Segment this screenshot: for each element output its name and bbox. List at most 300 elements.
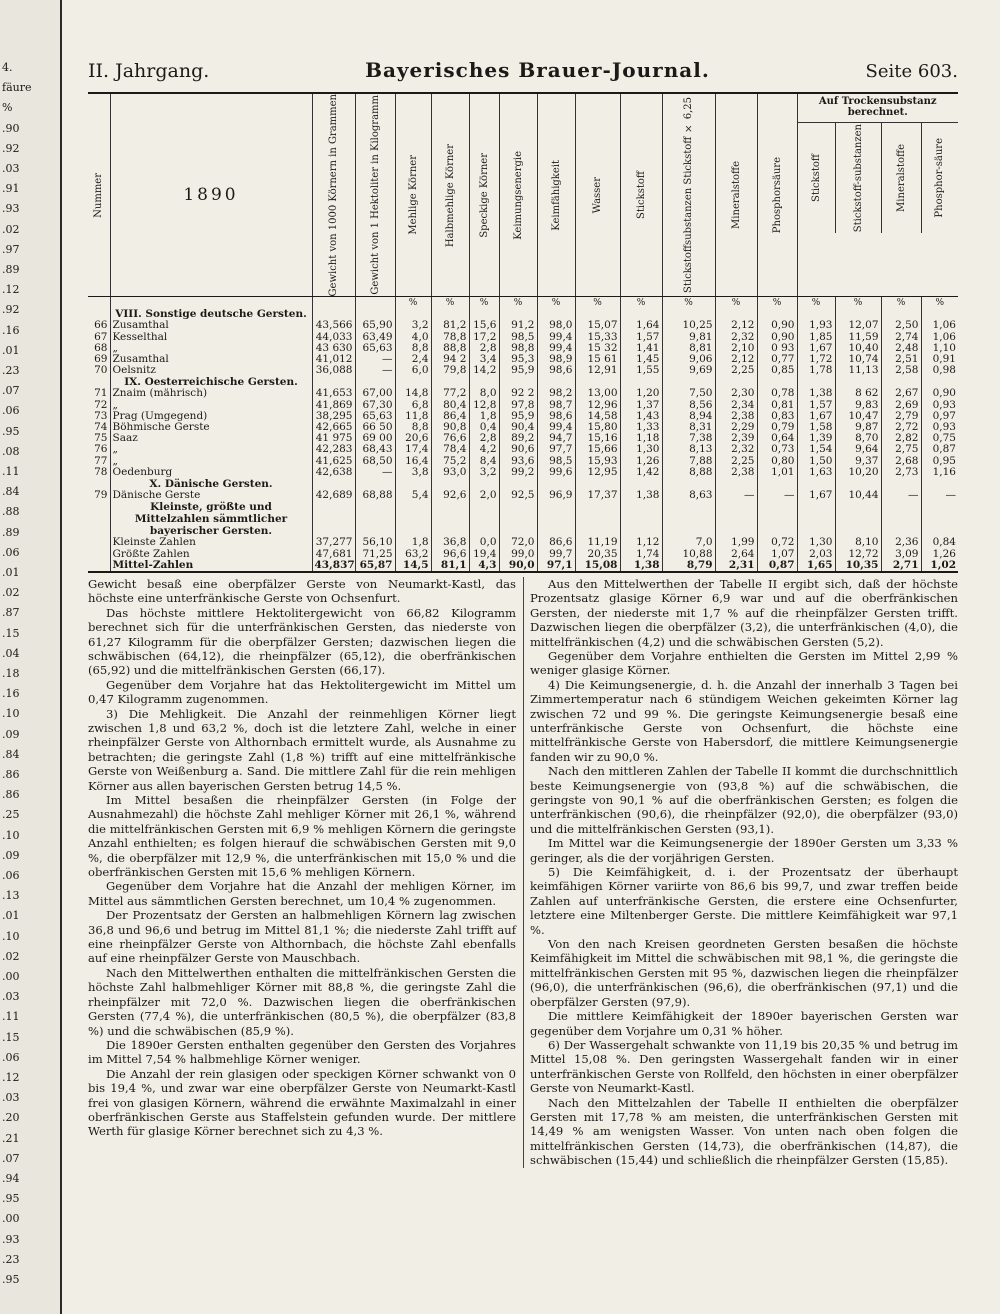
margin-fragment: .09	[2, 727, 20, 741]
col-halbmehlige: Halbmehlige Körner	[431, 93, 469, 297]
table-cell: 0,81	[757, 400, 797, 411]
table-cell: 98,2	[537, 388, 575, 399]
table-cell: 41,012	[312, 354, 355, 365]
table-cell: 0,93	[921, 400, 958, 411]
percent-unit: %	[662, 297, 715, 309]
table-cell: 0,87	[921, 444, 958, 455]
table-cell: 8,88	[662, 467, 715, 478]
table-cell: 42,689	[312, 490, 355, 501]
row-name: Kesselthal	[110, 332, 312, 343]
table-cell: 7,38	[662, 433, 715, 444]
table-cell: 90,8	[431, 422, 469, 433]
table-cell: 2,4	[395, 354, 431, 365]
row-name: Oedenburg	[110, 467, 312, 478]
table-cell: 0,90	[757, 320, 797, 331]
table-cell: 11,19	[575, 537, 620, 548]
table-cell: 92,5	[499, 490, 537, 501]
table-cell: 8,81	[662, 343, 715, 354]
article-body	[88, 577, 958, 1168]
table-cell: 1,64	[620, 320, 662, 331]
barley-analysis-table	[88, 92, 958, 573]
table-cell: 4,2	[469, 444, 499, 455]
paragraph: Das höchste mittlere Hektolitergewicht von 66,82 Kilogramm berechnet sich für die unterfränkischen Gersten, das niederste von 61,27 Kilogramm für die oberpfälzer Gersten; dazwischen liegen die schwäbischen (64,12), die rheinpfälzer (65,12), die oberfränkischen (65,92) und die mittelfränkischen Gersten (66,17).	[88, 605, 516, 678]
col-nummer: Nummer	[88, 93, 110, 297]
table-cell: 2,30	[715, 388, 757, 399]
margin-fragment: .16	[2, 687, 20, 701]
margin-fragment: .12	[2, 283, 20, 297]
paragraph: Nach den Mittelzahlen der Tabelle II enthielten die oberpfälzer Gersten mit 17,78 % am meisten, die unterfränkischen Gersten mit 14,49 % am wenigsten Wasser. Von unten nach oben folgen die mittelfränkischen Gersten (14,73), die oberfränkischen (14,87), die schwäbischen (15,44) und schließlich die rheinpfälzer Gersten (15,85).	[530, 1095, 958, 1168]
margin-fragment: .16	[2, 323, 20, 337]
table-cell: 6,8	[395, 400, 431, 411]
table-cell: —	[355, 365, 395, 376]
margin-fragment: .93	[2, 202, 20, 216]
col-gewicht-hl: Gewicht von 1 Hektoliter in Kilogramm	[355, 93, 395, 297]
table-cell: 1,39	[797, 433, 835, 444]
table-cell: 8,79	[662, 560, 715, 572]
table-cell: 43,837	[312, 560, 355, 572]
table-cell: 0,79	[757, 422, 797, 433]
table-cell: 98,6	[537, 411, 575, 422]
trocken-group-title: Auf Trockensubstanz berechnet.	[798, 94, 959, 123]
table-cell: 0,64	[757, 433, 797, 444]
paragraph: 3) Die Mehligkeit. Die Anzahl der reinmehligen Körner liegt zwischen 1,8 und 63,2 %, doch ist die letztere Zahl, welche in einer rheinpfälzer Gerste von Althornbach ermittelt wurde, als Ausnahme zu betrachten; die geringste Zahl (1,8 %) trifft auf eine mittelfränkische Gerste von Weißenburg a. Sand. Die mittlere Zahl für die rein mehligen Körner aus allen bayerischen Gersten betrug 14,5 %.	[88, 706, 516, 793]
table-cell: 2,69	[881, 400, 921, 411]
table-cell: 1,20	[620, 388, 662, 399]
table-cell: 37,277	[312, 537, 355, 548]
table-cell: 1,67	[797, 411, 835, 422]
table-cell: 3,2	[395, 320, 431, 331]
col-speckige: Speckige Körner	[469, 93, 499, 297]
table-cell: 9,64	[835, 444, 881, 455]
margin-fragment: .07	[2, 384, 20, 398]
table-cell: 43 630	[312, 343, 355, 354]
row-name: „	[110, 343, 312, 354]
margin-fragment: .10	[2, 707, 20, 721]
table-cell: 15,6	[469, 320, 499, 331]
table-cell: 42,283	[312, 444, 355, 455]
table-cell: 0,91	[921, 354, 958, 365]
margin-fragment: .03	[2, 1091, 20, 1105]
table-cell: 89,2	[499, 433, 537, 444]
paragraph: 5) Die Keimfähigkeit, d. i. der Prozentsatz der überhaupt keimfähigen Körner variirte von 86,6 bis 99,7, und zwar treffen beide Zahlen auf unterfränkische Gersten, die erstere eine Ochsenfurter, letztere eine Miltenberger Gerste. Die mittlere Keimfähigkeit war 97,1 %.	[530, 865, 958, 937]
table-cell: 12,96	[575, 400, 620, 411]
table-cell: 1,65	[797, 560, 835, 572]
table-cell: 2,50	[881, 320, 921, 331]
table-cell: 2,03	[797, 549, 835, 560]
table-cell: 15,80	[575, 422, 620, 433]
margin-fragment: .88	[2, 505, 20, 519]
margin-fragment: .95	[2, 1273, 20, 1286]
table-cell: 42,638	[312, 467, 355, 478]
paragraph: Gegenüber dem Vorjahre hat die Anzahl der mehligen Körner, im Mittel aus sämmtlichen Gersten berechnet, um 10,4 % zugenommen.	[88, 879, 516, 908]
margin-fragment: .23	[2, 364, 20, 377]
table-cell: —	[355, 354, 395, 365]
table-cell: 10,44	[835, 490, 881, 501]
table-cell: 8,8	[395, 343, 431, 354]
row-name: Böhmische Gerste	[110, 422, 312, 433]
section-title: X. Dänische Gersten.	[110, 478, 312, 490]
table-cell: 38,295	[312, 411, 355, 422]
margin-fragment: .97	[2, 242, 20, 256]
col-group-trockensubstanz	[797, 93, 958, 297]
table-cell: 98,5	[499, 332, 537, 343]
paragraph: Aus den Mittelwerthen der Tabelle II ergibt sich, daß der höchste Prozentsatz glasige Körner 6,9 war und auf die oberfränkischen Gersten, der niederste mit 1,7 % auf die rheinpfälzer Gersten trifft. Dazwischen liegen die oberpfälzer (3,2), die unterfränkischen (4,0), die mittelfränkischen (4,2) und die schwäbischen Gersten (5,2).	[530, 576, 958, 649]
table-cell: 3,09	[881, 549, 921, 560]
table-row	[88, 467, 958, 478]
table-cell: 1,58	[797, 422, 835, 433]
table-cell: 0,80	[757, 456, 797, 467]
margin-fragment: .89	[2, 263, 20, 276]
table-cell: 77,2	[431, 388, 469, 399]
table-cell: 2,38	[715, 411, 757, 422]
margin-fragment: .03	[2, 162, 20, 175]
table-cell: 10,40	[835, 343, 881, 354]
table-cell: 2,12	[715, 354, 757, 365]
table-cell: 98,5	[537, 456, 575, 467]
col-t-stickstoffsubstanzen: Stickstoff-substanzen	[835, 123, 881, 233]
paragraph: Gegenüber dem Vorjahre hat das Hektolitergewicht im Mittel um 0,47 Kilogramm zugenommen.	[88, 677, 516, 707]
col-t-mineralstoffe: Mineralstoffe	[881, 123, 921, 233]
table-cell: 2,67	[881, 388, 921, 399]
table-cell: 8,31	[662, 422, 715, 433]
percent-unit: %	[620, 297, 662, 309]
table-cell: 1,99	[715, 537, 757, 548]
table-cell: 68,88	[355, 490, 395, 501]
margin-fragment: .25	[2, 808, 20, 822]
col-keimungsenergie: Keimungsenergie	[499, 93, 537, 297]
table-cell: 15,16	[575, 433, 620, 444]
journal-title: Bayerisches Brauer-Journal.	[365, 58, 710, 82]
col-phosphorsaeure: Phosphorsäure	[757, 93, 797, 297]
table-cell: 41,653	[312, 388, 355, 399]
table-cell: 20,35	[575, 549, 620, 560]
margin-fragment: .13	[2, 889, 20, 903]
paragraph: Im Mittel war die Keimungsenergie der 1890er Gersten um 3,33 % geringer, als die der vorjährigen Gersten.	[530, 836, 958, 865]
row-number: 76	[94, 443, 108, 456]
paragraph: Gewicht besaß eine oberpfälzer Gerste von Neumarkt-Kastl, das höchste eine unterfränkische Gerste von Ochsenfurt.	[88, 576, 516, 606]
table-cell: 1,10	[921, 343, 958, 354]
table-cell: 1,06	[921, 320, 958, 331]
table-cell: —	[757, 490, 797, 501]
table-cell: 1,26	[921, 549, 958, 560]
table-cell: 86,6	[537, 537, 575, 548]
table-cell: 65,63	[355, 343, 395, 354]
table-cell: 5,4	[395, 490, 431, 501]
table-body	[88, 297, 958, 572]
margin-fragment: .02	[2, 586, 20, 600]
table-cell: 92,6	[431, 490, 469, 501]
table-cell: 1,55	[620, 365, 662, 376]
table-cell: 8 62	[835, 388, 881, 399]
row-name: Zusamthal	[110, 354, 312, 365]
table-cell: 1,37	[620, 400, 662, 411]
margin-fragment: .06	[2, 869, 20, 882]
table-cell: 7,50	[662, 388, 715, 399]
percent-unit: %	[395, 297, 431, 309]
percent-unit: %	[757, 297, 797, 309]
margin-fragment: .92	[2, 141, 20, 155]
table-cell: 90,0	[499, 560, 537, 572]
margin-fragment: .06	[2, 1050, 20, 1064]
table-cell: 15 32	[575, 343, 620, 354]
table-cell: 10,35	[835, 560, 881, 572]
table-cell: 41,625	[312, 456, 355, 467]
table-cell: 12,95	[575, 467, 620, 478]
table-cell: 0,73	[757, 444, 797, 455]
row-name: Dänische Gerste	[110, 490, 312, 501]
table-cell: 6,0	[395, 365, 431, 376]
table-cell: 99,7	[537, 549, 575, 560]
table-cell: 20,6	[395, 433, 431, 444]
table-cell: 1,30	[620, 444, 662, 455]
margin-fragment: .89	[2, 525, 20, 539]
percent-unit: %	[881, 297, 921, 309]
table-cell: 15,07	[575, 320, 620, 331]
table-cell: 1,18	[620, 433, 662, 444]
table-cell: 98,0	[537, 320, 575, 331]
table-cell: 1,26	[620, 456, 662, 467]
table-cell: 79,8	[431, 365, 469, 376]
table-cell: 12,07	[835, 320, 881, 331]
table-cell: 19,4	[469, 549, 499, 560]
table-cell: 9,83	[835, 400, 881, 411]
table-cell: 14,2	[469, 365, 499, 376]
table-cell: 1,43	[620, 411, 662, 422]
col-mineralstoffe: Mineralstoffe	[715, 93, 757, 297]
table-cell: 93,0	[431, 467, 469, 478]
table-cell: 0,93	[921, 422, 958, 433]
column-divider	[523, 577, 524, 1168]
percent-unit: %	[715, 297, 757, 309]
table-cell: 56,10	[355, 537, 395, 548]
paragraph: Die Anzahl der rein glasigen oder speckigen Körner schwankt von 0 bis 19,4 %, und zwar war eine oberpfälzer Gerste von Neumarkt-Kastl frei von glasigen Körnern, während die erwähnte Maximalzahl in einer oberfränkischen Gerste aus Staffelstein gefunden wurde. Der mittlere Werth für glasige Körner berechnet sich zu 4,3 %.	[88, 1066, 516, 1139]
table-cell: 11,59	[835, 332, 881, 343]
row-number: 67	[94, 330, 108, 343]
margin-fragment: .84	[2, 485, 20, 499]
table-cell: 8,0	[469, 388, 499, 399]
table-cell: 7,0	[662, 537, 715, 548]
table-cell: 9,06	[662, 354, 715, 365]
col-t-phosphorsaeure: Phosphor-säure	[921, 123, 958, 233]
table-cell: 67,00	[355, 388, 395, 399]
table-cell: 1,41	[620, 343, 662, 354]
table-cell: 95,9	[499, 411, 537, 422]
table-cell: 97,1	[537, 560, 575, 572]
margin-fragment: .00	[2, 1212, 20, 1226]
table-cell: 0,87	[757, 560, 797, 572]
table-cell: 1,67	[797, 490, 835, 501]
table-cell: 0,98	[921, 365, 958, 376]
percent-unit-row	[88, 297, 958, 309]
table-cell: 8,10	[835, 537, 881, 548]
table-cell: 1,57	[797, 400, 835, 411]
table-cell: 3,4	[469, 354, 499, 365]
table-cell: 1,8	[469, 411, 499, 422]
table-cell: 99,2	[499, 467, 537, 478]
row-number	[88, 537, 110, 548]
table-cell: 98,7	[537, 400, 575, 411]
margin-fragment: .06	[2, 404, 20, 418]
table-cell: 0,90	[757, 332, 797, 343]
table-cell: 44,033	[312, 332, 355, 343]
table-cell: 36,088	[312, 365, 355, 376]
percent-unit: %	[921, 297, 958, 309]
table-cell: 96,6	[431, 549, 469, 560]
col-stickstoffsubstanzen: Stickstoffsubstanzen Stickstoff × 6,25	[662, 93, 715, 297]
paragraph: 4) Die Keimungsenergie, d. h. die Anzahl der innerhalb 3 Tagen bei Zimmertemperatur nach 6 stündigem Weichen gekeimten Körner lag zwischen 72 und 99 %. Die geringste Keimungsenergie besaß eine unterfränkische Gerste von Ochsenfurt, die höchste eine mittelfränkische Gerste von Habersdorf, die mittlere Keimungsenergie fanden wir zu 90,0 %.	[530, 677, 958, 764]
table-cell: 90,4	[499, 422, 537, 433]
margin-fragment: 4.	[2, 61, 13, 74]
table-cell: 0,83	[757, 411, 797, 422]
table-row	[88, 320, 958, 331]
table-cell: 8,94	[662, 411, 715, 422]
table-cell: 86,4	[431, 411, 469, 422]
table-cell: 2,8	[469, 433, 499, 444]
table-cell: 2,39	[715, 433, 757, 444]
table-cell: 1,38	[620, 490, 662, 501]
table-cell: 2,29	[715, 422, 757, 433]
margin-fragment: .87	[2, 606, 20, 620]
table-cell: 1,72	[797, 354, 835, 365]
paragraph: Die 1890er Gersten enthalten gegenüber den Gersten des Vorjahres im Mittel 7,54 % halbmehlige Körner weniger.	[88, 1037, 516, 1067]
table-cell: 43,566	[312, 320, 355, 331]
margin-fragment: .93	[2, 1232, 20, 1246]
percent-unit: %	[537, 297, 575, 309]
table-cell: 92 2	[499, 388, 537, 399]
table-cell: 15,33	[575, 332, 620, 343]
table-cell: 16,4	[395, 456, 431, 467]
margin-fragment: .94	[2, 1172, 20, 1185]
section-title: VIII. Sonstige deutsche Gersten.	[110, 308, 312, 320]
table-cell: 97,7	[537, 444, 575, 455]
row-number: 66	[94, 319, 108, 332]
left-margin-strip	[0, 0, 62, 1314]
row-number: 78	[94, 465, 108, 478]
table-cell: 17,37	[575, 490, 620, 501]
row-name: Znaim (mährisch)	[110, 388, 312, 399]
margin-fragment: .03	[2, 990, 20, 1004]
table-cell: 4,3	[469, 560, 499, 572]
table-cell: 8,4	[469, 456, 499, 467]
table-cell: 0,4	[469, 422, 499, 433]
paragraph: Nach den mittleren Zahlen der Tabelle II kommt die durchschnittlich beste Keimungsenergie von (93,8 %) auf die schwäbischen, die geringste von 90,1 % auf die oberfränkischen Gersten; es folgen die unterfränkischen (90,6), die rheinpfälzer (92,0), die oberpfälzer (93,0) und die mittelfränkischen Gersten (93,1).	[530, 764, 958, 836]
table-cell: 2,68	[881, 456, 921, 467]
table-cell: 2,34	[715, 400, 757, 411]
margin-fragment: .01	[2, 909, 20, 923]
table-cell: 0 93	[757, 343, 797, 354]
table-cell: 0,90	[921, 388, 958, 399]
table-cell: 93,6	[499, 456, 537, 467]
margin-fragment: .95	[2, 1192, 20, 1206]
table-cell: 99,4	[537, 332, 575, 343]
table-cell: 13,00	[575, 388, 620, 399]
table-cell: 12,8	[469, 400, 499, 411]
table-cell: 1,07	[757, 549, 797, 560]
section-title: Kleinste, größte und Mittelzahlen sämmtlicher bayerischer Gersten.	[110, 501, 312, 537]
margin-fragment: .12	[2, 1071, 20, 1084]
table-cell: 0,75	[921, 433, 958, 444]
table-cell: 2,38	[715, 467, 757, 478]
table-cell: 98,6	[537, 365, 575, 376]
table-cell: 10,88	[662, 549, 715, 560]
table-cell: 1,74	[620, 549, 662, 560]
table-cell: 1,16	[921, 467, 958, 478]
margin-fragment: %	[2, 101, 13, 115]
volume-label: II. Jahrgang.	[88, 60, 210, 82]
table-cell: 12,72	[835, 549, 881, 560]
row-number: 79	[94, 489, 108, 502]
table-cell: 78,8	[431, 332, 469, 343]
margin-fragment: .95	[2, 424, 20, 438]
table-cell: 66 50	[355, 422, 395, 433]
section-title-row	[88, 501, 958, 537]
table-cell: 10,74	[835, 354, 881, 365]
percent-unit: %	[469, 297, 499, 309]
table-cell: 88,8	[431, 343, 469, 354]
row-name: Saaz	[110, 433, 312, 444]
table-cell: 2,73	[881, 467, 921, 478]
table-cell: 2,10	[715, 343, 757, 354]
row-name: Oelsnitz	[110, 365, 312, 376]
margin-fragment: .01	[2, 343, 20, 357]
row-number: 71	[94, 387, 108, 400]
paragraph: Der Prozentsatz der Gersten an halbmehligen Körnern lag zwischen 36,8 und 96,6 und betrug im Mittel 81,1 %; die niederste Zahl trifft auf eine rheinpfälzer Gerste von Althornbach, die höchste Zahl ebenfalls auf eine rheinpfälzer Gerste von Mauschbach.	[88, 908, 516, 966]
margin-fragment: .10	[2, 929, 20, 943]
paragraph: Die mittlere Keimfähigkeit der 1890er bayerischen Gersten war gegenüber dem Vorjahre um 0,31 % höher.	[530, 1009, 958, 1038]
table-cell: 3,8	[395, 467, 431, 478]
table-cell: 1,50	[797, 456, 835, 467]
table-cell: 36,8	[431, 537, 469, 548]
paragraph: Von den nach Kreisen geordneten Gersten besaßen die höchste Keimfähigkeit im Mittel die schwäbischen mit 98,1 %, die geringste die mittelfränkischen Gersten mit 95 %, dazwischen liegen die rheinpfälzer (96,0), die unterfränkischen (96,6), die oberfränkischen (97,1) und die oberpfälzer Gersten (97,9).	[530, 937, 958, 1009]
percent-unit: %	[835, 297, 881, 309]
table-cell: 68,50	[355, 456, 395, 467]
margin-fragment: .02	[2, 949, 20, 963]
table-cell: 2,75	[881, 444, 921, 455]
table-cell: 9,87	[835, 422, 881, 433]
table-cell: 2,74	[881, 332, 921, 343]
row-name: „	[110, 456, 312, 467]
margin-fragment: .18	[2, 667, 20, 680]
table-cell: 8,13	[662, 444, 715, 455]
row-number	[88, 549, 110, 560]
table-cell: 2,32	[715, 332, 757, 343]
table-cell: 2,48	[881, 343, 921, 354]
percent-unit: %	[797, 297, 835, 309]
table-cell: 42,665	[312, 422, 355, 433]
table-cell: 81,2	[431, 320, 469, 331]
margin-fragment: .92	[2, 303, 20, 317]
margin-fragment: .20	[2, 1111, 20, 1125]
table-cell: 2,25	[715, 456, 757, 467]
table-cell: —	[881, 490, 921, 501]
percent-unit: %	[499, 297, 537, 309]
margin-fragment: .11	[2, 1010, 20, 1024]
row-name: Größte Zahlen	[110, 549, 312, 560]
row-number: 69	[94, 353, 108, 366]
row-number: 75	[94, 432, 108, 445]
margin-fragment: .10	[2, 828, 20, 842]
table-cell: 97,8	[499, 400, 537, 411]
table-cell: 68,43	[355, 444, 395, 455]
table-cell: 69 00	[355, 433, 395, 444]
table-cell: 94,7	[537, 433, 575, 444]
table-cell: 0,0	[469, 537, 499, 548]
table-cell: 2,82	[881, 433, 921, 444]
table-cell: 8,70	[835, 433, 881, 444]
table-cell: 72,0	[499, 537, 537, 548]
page	[88, 58, 958, 1168]
table-cell: 95,9	[499, 365, 537, 376]
